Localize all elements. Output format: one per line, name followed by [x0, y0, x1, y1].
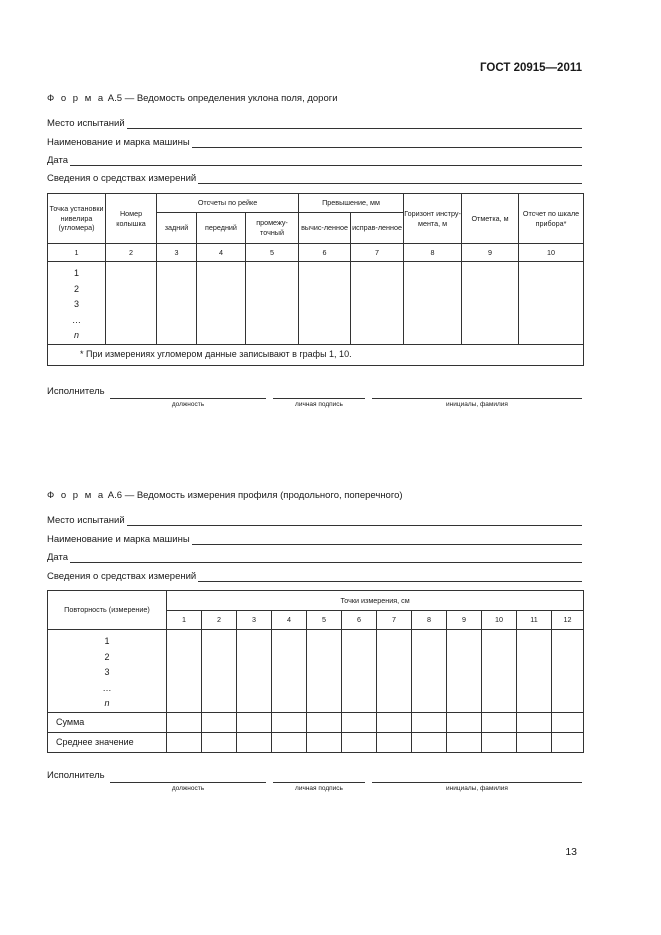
- a5-row-label: 1: [73, 268, 79, 278]
- a6-data-cell[interactable]: [447, 630, 482, 713]
- a5-colnum: 2: [106, 244, 157, 262]
- a5-h-horizon: Горизонт инстру-мента, м: [404, 194, 462, 244]
- a5-data-cell[interactable]: [404, 262, 462, 345]
- a5-h-mark: Отметка, м: [462, 194, 519, 244]
- a6-data-cell[interactable]: [517, 630, 552, 713]
- a6-data-cell[interactable]: [272, 630, 307, 713]
- a6-mean-cell[interactable]: [237, 732, 272, 752]
- a5-colnum: 7: [351, 244, 404, 262]
- a6-signature-caption: личная подпись: [295, 785, 343, 792]
- a5-executor-label: Исполнитель: [47, 386, 105, 397]
- a5-colnum: 3: [157, 244, 197, 262]
- a6-colnum: 11: [517, 611, 552, 630]
- a6-mean-cell[interactable]: [447, 732, 482, 752]
- a6-sum-cell[interactable]: [167, 712, 202, 732]
- a5-h-scale: Отсчет по шкале прибора*: [519, 194, 584, 244]
- a6-machine-label: Наименование и марка машины: [47, 534, 190, 545]
- a6-place-line[interactable]: [127, 515, 582, 526]
- a5-position-line[interactable]: [110, 397, 266, 399]
- a5-colnum: 1: [48, 244, 106, 262]
- a6-colnum: 8: [412, 611, 447, 630]
- a6-h-points: Точки измерения, см: [167, 591, 584, 611]
- a6-place-label: Место испытаний: [47, 515, 125, 526]
- a5-table: [47, 193, 584, 366]
- a6-sum-cell[interactable]: [272, 712, 307, 732]
- a5-place-label: Место испытаний: [47, 118, 125, 129]
- a6-row-label: …: [102, 682, 112, 693]
- a6-colnum: 12: [552, 611, 584, 630]
- a6-mean-cell[interactable]: [377, 732, 412, 752]
- a6-colnum: 4: [272, 611, 307, 630]
- a5-row-label: …: [72, 314, 81, 325]
- a6-mean-cell[interactable]: [517, 732, 552, 752]
- form-a5-title-text: А.5 — Ведомость определения уклона поля, дороги: [105, 93, 338, 104]
- a5-instruments-line[interactable]: [198, 173, 582, 184]
- a5-colnum: 5: [246, 244, 299, 262]
- a5-executor: [47, 386, 582, 414]
- a5-name-caption: инициалы, фамилия: [446, 401, 508, 408]
- a5-row-labels: [48, 262, 106, 345]
- a6-instruments-label: Сведения о средствах измерений: [47, 571, 197, 582]
- a5-h-readings: Отсчеты по рейке: [157, 194, 299, 213]
- a6-table: [47, 590, 584, 753]
- a6-executor-label: Исполнитель: [47, 770, 105, 781]
- a6-mean-cell[interactable]: [342, 732, 377, 752]
- a6-sum-cell[interactable]: [237, 712, 272, 732]
- a5-h-back: задний: [157, 213, 197, 244]
- a6-machine-field[interactable]: [47, 532, 582, 545]
- form-a5-title: [47, 93, 338, 104]
- a6-colnum: 2: [202, 611, 237, 630]
- a6-date-label: Дата: [47, 552, 69, 563]
- a6-mean-cell[interactable]: [167, 732, 202, 752]
- a6-row-label: 1: [104, 636, 110, 646]
- a6-name-caption: инициалы, фамилия: [446, 785, 508, 792]
- a6-row-labels: [48, 630, 167, 713]
- a5-data-cell[interactable]: [197, 262, 246, 345]
- a5-row-label: 2: [73, 283, 79, 294]
- a6-sum-cell[interactable]: [552, 712, 584, 732]
- page-number: 13: [565, 846, 577, 858]
- a5-colnum: 9: [462, 244, 519, 262]
- a5-data-cell[interactable]: [246, 262, 299, 345]
- a6-mean-cell[interactable]: [552, 732, 584, 752]
- a6-h-repeat: Повторность (измерение): [48, 591, 167, 630]
- a5-date-field[interactable]: [47, 153, 582, 166]
- document-code: ГОСТ 20915—2011: [480, 62, 582, 74]
- a6-data-cell[interactable]: [307, 630, 342, 713]
- a5-data-cell[interactable]: [519, 262, 584, 345]
- a5-h-calc: вычис-ленное: [299, 213, 351, 244]
- a5-h-point: Точка установки нивелира (угломера): [48, 194, 106, 244]
- a5-h-front: передний: [197, 213, 246, 244]
- a6-mean-cell[interactable]: [272, 732, 307, 752]
- a6-data-cell[interactable]: [167, 630, 202, 713]
- a5-h-inter: промежу-точный: [246, 213, 299, 244]
- a5-date-label: Дата: [47, 155, 69, 166]
- a5-place-field[interactable]: [47, 116, 582, 129]
- a6-row-label: 2: [104, 651, 110, 662]
- form-a5-title-prefix: Ф о р м а: [47, 93, 106, 104]
- a5-data-cell[interactable]: [299, 262, 351, 345]
- a5-signature-caption: личная подпись: [295, 401, 343, 408]
- a6-mean-cell[interactable]: [412, 732, 447, 752]
- a5-colnum: 8: [404, 244, 462, 262]
- a5-position-caption: должность: [171, 401, 205, 408]
- a6-mean-cell[interactable]: [307, 732, 342, 752]
- a5-footnote: * При измерениях угломером данные записывают в графы 1, 10.: [48, 344, 584, 365]
- a6-colnum: 9: [447, 611, 482, 630]
- a5-machine-field[interactable]: [47, 135, 582, 148]
- a6-executor: [47, 770, 582, 798]
- a6-colnum: 6: [342, 611, 377, 630]
- a5-name-line[interactable]: [372, 397, 582, 399]
- a5-data-cell[interactable]: [106, 262, 157, 345]
- a6-sum-cell[interactable]: [412, 712, 447, 732]
- form-a6-title-prefix: Ф о р м а: [47, 490, 106, 501]
- a6-mean-label: Среднее значение: [48, 732, 167, 752]
- a6-data-cell[interactable]: [482, 630, 517, 713]
- a5-machine-line[interactable]: [192, 137, 582, 148]
- a5-data-cell[interactable]: [351, 262, 404, 345]
- a6-position-line[interactable]: [110, 781, 266, 783]
- a6-mean-cell[interactable]: [202, 732, 237, 752]
- a5-h-stake: Номер колышка: [106, 194, 157, 244]
- form-a6-title-text: А.6 — Ведомость измерения профиля (продольного, поперечного): [105, 490, 403, 501]
- a5-row-label: n: [73, 330, 79, 340]
- a5-data-cell[interactable]: [462, 262, 519, 345]
- a6-data-cell[interactable]: [552, 630, 584, 713]
- a6-colnum: 3: [237, 611, 272, 630]
- a5-place-line[interactable]: [127, 118, 582, 129]
- a5-instruments-field[interactable]: [47, 171, 582, 184]
- a5-data-cell[interactable]: [157, 262, 197, 345]
- a6-colnum: 10: [482, 611, 517, 630]
- a5-h-corr: исправ-ленное: [351, 213, 404, 244]
- a6-date-line[interactable]: [70, 552, 582, 563]
- a6-colnum: 7: [377, 611, 412, 630]
- a5-row-label: 3: [73, 299, 79, 309]
- a6-sum-cell[interactable]: [447, 712, 482, 732]
- a5-colnum: 10: [519, 244, 584, 262]
- a6-sum-label: Сумма: [48, 712, 167, 732]
- a6-sum-cell[interactable]: [482, 712, 517, 732]
- a6-sum-cell[interactable]: [377, 712, 412, 732]
- a5-colnum: 6: [299, 244, 351, 262]
- a6-machine-line[interactable]: [192, 534, 582, 545]
- a6-data-cell[interactable]: [342, 630, 377, 713]
- a6-row-label: n: [104, 698, 110, 708]
- a6-signature-line[interactable]: [273, 781, 365, 783]
- a6-data-cell[interactable]: [412, 630, 447, 713]
- a6-sum-cell[interactable]: [307, 712, 342, 732]
- a5-instruments-label: Сведения о средствах измерений: [47, 173, 197, 184]
- a5-h-excess: Превышение, мм: [299, 194, 404, 213]
- a6-mean-cell[interactable]: [482, 732, 517, 752]
- a5-colnum: 4: [197, 244, 246, 262]
- a6-data-cell[interactable]: [237, 630, 272, 713]
- a6-data-cell[interactable]: [377, 630, 412, 713]
- a6-name-line[interactable]: [372, 781, 582, 783]
- a6-sum-cell[interactable]: [202, 712, 237, 732]
- a6-sum-cell[interactable]: [342, 712, 377, 732]
- a6-row-label: 3: [104, 667, 110, 677]
- a6-colnum: 1: [167, 611, 202, 630]
- a5-machine-label: Наименование и марка машины: [47, 137, 190, 148]
- a5-signature-line[interactable]: [273, 397, 365, 399]
- a6-data-cell[interactable]: [202, 630, 237, 713]
- a6-instruments-field[interactable]: [47, 569, 582, 582]
- a5-date-line[interactable]: [70, 155, 582, 166]
- a6-colnum: 5: [307, 611, 342, 630]
- a6-sum-cell[interactable]: [517, 712, 552, 732]
- a6-date-field[interactable]: [47, 550, 582, 563]
- a6-instruments-line[interactable]: [198, 571, 582, 582]
- form-a6-title: [47, 490, 403, 501]
- a6-position-caption: должность: [171, 785, 205, 792]
- a6-place-field[interactable]: [47, 513, 582, 526]
